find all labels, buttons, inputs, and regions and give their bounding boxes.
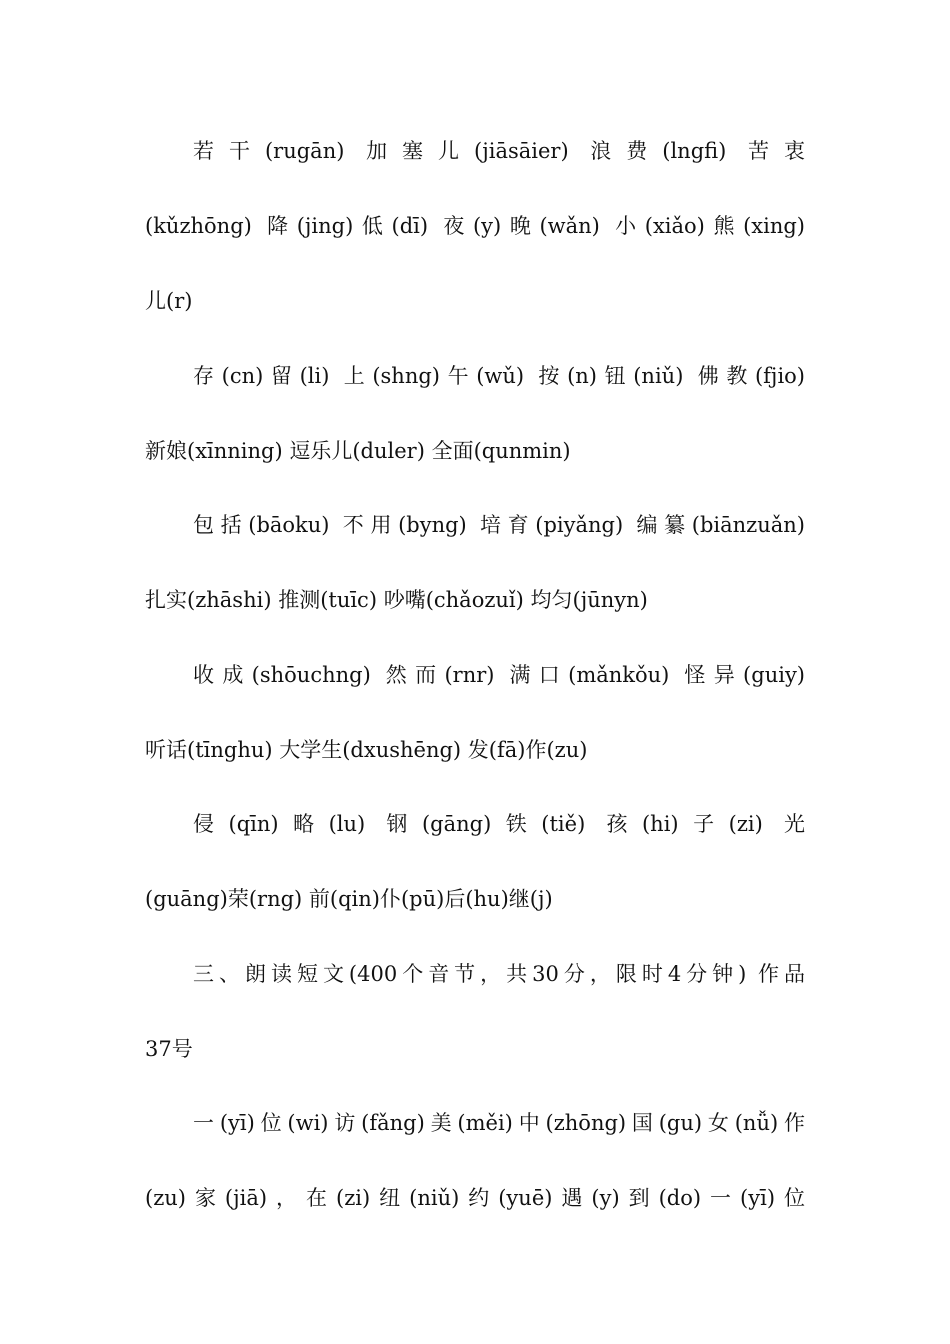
text-line: (zu)家(jiā)，在(zi)纽(niǔ)约(yuē)遇(y)到(do)一(yī)位 (145, 1186, 805, 1210)
text-line: 收成(shōuchng) 然而(rnr) 满口(mǎnkǒu) 怪异(guiy) (193, 663, 805, 687)
text-line: 扎实(zhāshi) 推测(tuīc) 吵嘴(chǎozuǐ) 均匀(jūnyn) (145, 588, 648, 612)
text-line: 儿(r) (145, 289, 193, 313)
text-line: 包括(bāoku) 不用(byng) 培育(piyǎng) 编纂(biānzuǎn) (193, 513, 805, 537)
text-line: 侵(qīn)略(lu) 钢(gāng)铁(tiě) 孩(hi)子(zi) 光 (193, 812, 805, 836)
text-line: 听话(tīnghu) 大学生(dxushēng) 发(fā)作(zu) (145, 738, 588, 762)
section-heading: 三、朗读短文(400个音节，共30分，限时4分钟) 作品 (193, 962, 805, 986)
text-line: (guāng)荣(rng) 前(qin)仆(pū)后(hu)继(j) (145, 887, 553, 911)
text-line: 存(cn)留(li) 上(shng)午(wǔ) 按(n)钮(niǔ) 佛教(fjio) (193, 364, 805, 388)
text-line: 新娘(xīnning) 逗乐儿(duler) 全面(qunmin) (145, 439, 571, 463)
text-line: 37号 (145, 1037, 193, 1061)
text-line: (kǔzhōng) 降(jing)低(dī) 夜(y)晚(wǎn) 小(xiǎo)熊(xing) (145, 214, 805, 238)
text-line: 若干(rugān) 加塞儿(jiāsāier) 浪费(lngfi) 苦衷 (193, 139, 805, 163)
text-line: 一(yī)位(wi)访(fǎng)美(měi)中(zhōng)国(gu)女(nǚ)作 (193, 1111, 805, 1135)
